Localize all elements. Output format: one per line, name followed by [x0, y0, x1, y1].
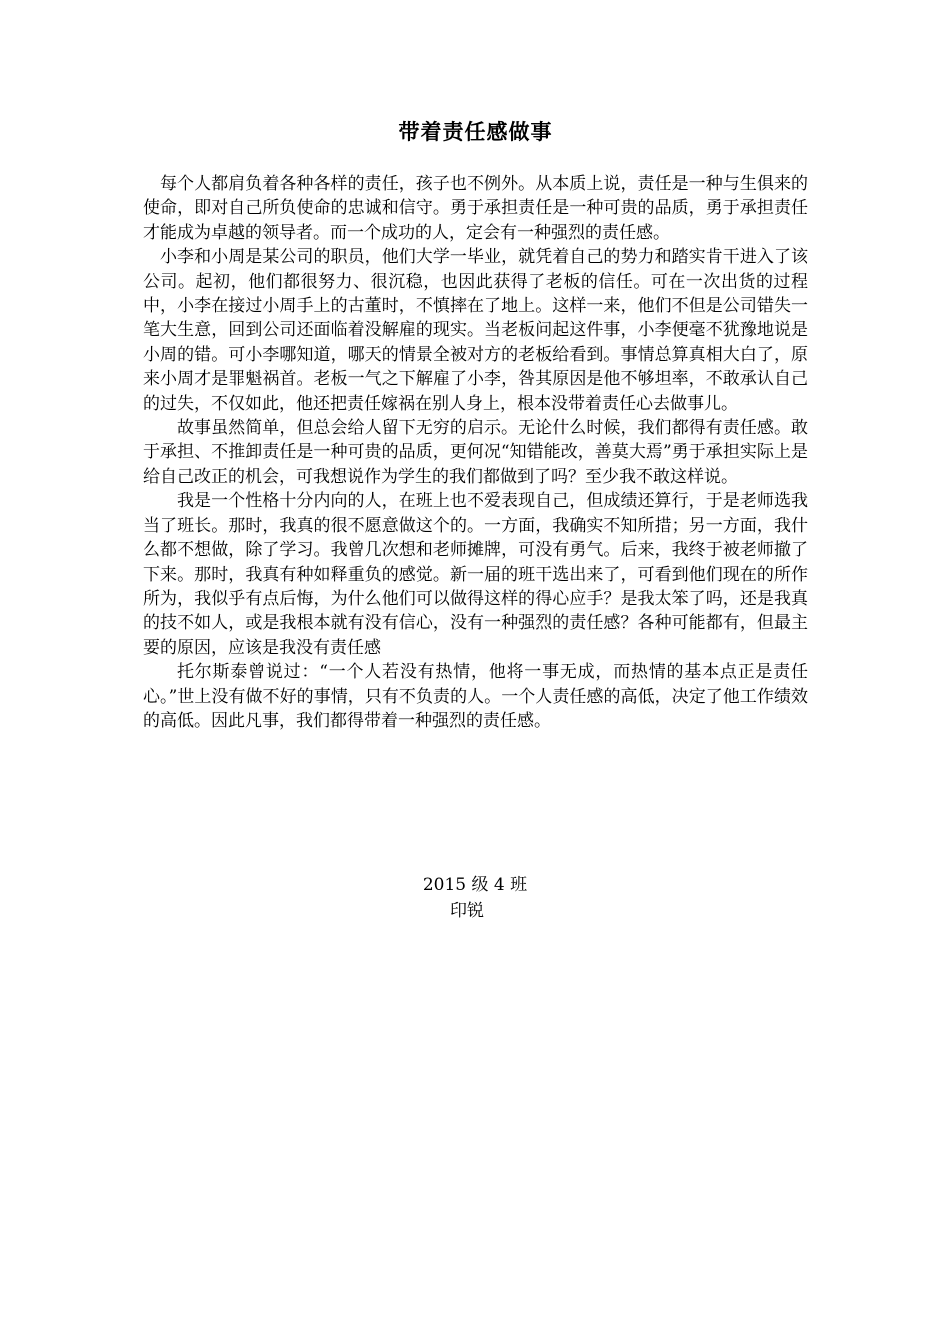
document-body [143, 172, 808, 733]
paragraph-2: 小李和小周是某公司的职员，他们大学一毕业，就凭着自己的势力和踏实肯干进入了该公司。起初，他们都很努力、很沉稳，也因此获得了老板的信任。可在一次出货的过程中，小李在接过小周手上的古董时，不慎摔在了地上。这样一来，他们不但是公司错失一笔大生意，回到公司还面临着没解雇的现实。当老板问起这件事，小李便毫不犹豫地说是小周的错。可小李哪知道，哪天的情景全被对方的老板给看到。事情总算真相大白了，原来小周才是罪魁祸首。老板一气之下解雇了小李，咎其原因是他不够坦率，不敢承认自己的过失，不仅如此，他还把责任嫁祸在别人身上，根本没带着责任心去做事儿。 [143, 247, 808, 414]
paragraph-4: 我是一个性格十分内向的人，在班上也不爱表现自己，但成绩还算行，于是老师选我当了班长。那时，我真的很不愿意做这个的。一方面，我确实不知所措；另一方面，我什么都不想做，除了学习。我曾几次想和老师摊牌，可没有勇气。后来，我终于被老师撤了下来。那时，我真有种如释重负的感觉。新一届的班干选出来了，可看到他们现在的所作所为，我似乎有点后悔，为什么他们可以做得这样的得心应手？是我太笨了吗，还是我真的技不如人，或是我根本就有没有信心，没有一种强烈的责任感？各种可能都有，但最主要的原因，应该是我没有责任感 [143, 491, 808, 658]
paragraph-5: 托尔斯泰曾说过：“一个人若没有热情，他将一事无成，而热情的基本点正是责任心。”世上没有做不好的事情，只有不负责的人。一个人责任感的高低，决定了他工作绩效的高低。因此凡事，我们都得带着一种强烈的责任感。 [143, 662, 808, 731]
document-title: 带着责任感做事 [398, 119, 553, 144]
signature-name: 印锐 [450, 901, 484, 921]
signature-class: 2015 级 4 班 [422, 875, 528, 895]
signature-block [0, 872, 950, 924]
paragraph-1: 每个人都肩负着各种各样的责任，孩子也不例外。从本质上说，责任是一种与生俱来的使命，即对自己所负使命的忠诚和信守。勇于承担责任是一种可贵的品质，勇于承担责任才能成为卓越的领导者。而一个成功的人，定会有一种强烈的责任感。 [143, 174, 808, 243]
document-page [143, 118, 808, 733]
paragraph-3: 故事虽然简单，但总会给人留下无穷的启示。无论什么时候，我们都得有责任感。敢于承担、不推卸责任是一种可贵的品质，更何况“知错能改，善莫大焉”勇于承担实际上是给自己改正的机会，可我想说作为学生的我们都做到了吗？至少我不敢这样说。 [143, 418, 808, 487]
